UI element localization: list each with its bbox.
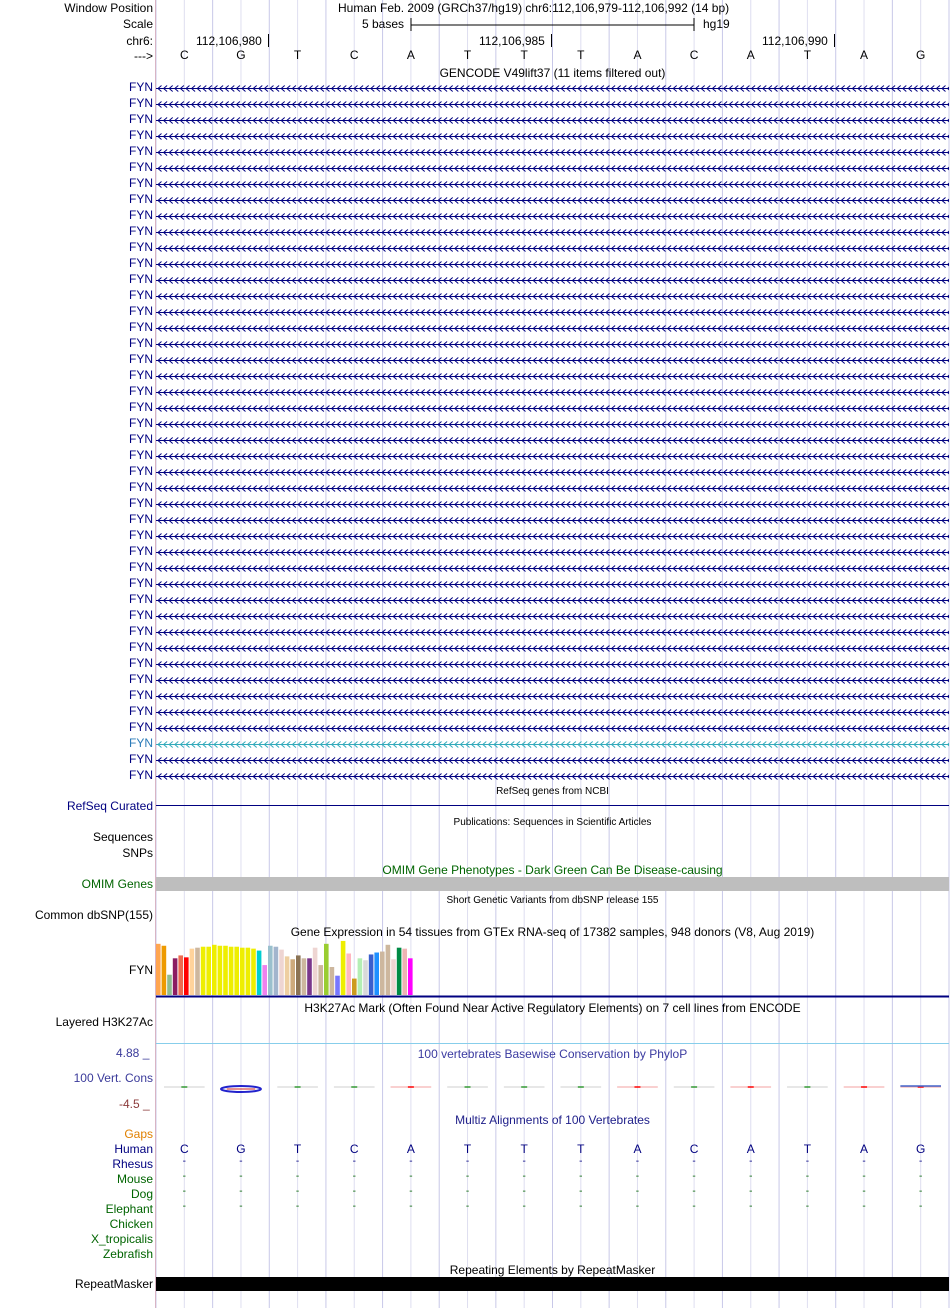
h3k27ac-track-label[interactable]: Layered H3K27Ac <box>55 1015 153 1029</box>
gencode-gene-label[interactable]: FYN <box>129 464 153 478</box>
human-base: A <box>406 1142 415 1156</box>
gtex-tissue-bar[interactable] <box>162 946 167 995</box>
phylop-max-label: 4.88 _ <box>116 1046 150 1060</box>
refseq-track-title: RefSeq genes from NCBI <box>496 786 609 797</box>
gencode-transcript[interactable] <box>156 724 949 733</box>
reference-base: G <box>916 48 926 62</box>
human-base: A <box>860 1142 869 1156</box>
omim-track-title: OMIM Gene Phenotypes - Dark Green Can Be Disease-causing <box>382 863 723 877</box>
gtex-tissue-bar[interactable] <box>190 949 195 995</box>
gencode-gene-label[interactable]: FYN <box>129 272 153 286</box>
alignment-dash: - <box>352 1186 356 1197</box>
gencode-gene-label[interactable]: FYN <box>129 688 153 702</box>
gencode-gene-label[interactable]: FYN <box>129 304 153 318</box>
gencode-transcript[interactable] <box>156 180 949 189</box>
alignment-dash: - <box>635 1186 640 1197</box>
gencode-gene-label[interactable]: FYN <box>129 160 153 174</box>
gencode-transcript[interactable] <box>156 500 949 509</box>
omim-track-label[interactable]: OMIM Genes <box>81 877 153 891</box>
gencode-gene-label[interactable]: FYN <box>129 704 153 718</box>
scale-label: Scale <box>122 17 153 31</box>
gencode-transcript[interactable] <box>156 740 949 749</box>
gencode-gene-label[interactable]: FYN <box>129 624 153 638</box>
alignment-dash: - <box>465 1186 470 1197</box>
gencode-transcript[interactable] <box>156 212 949 221</box>
human-label[interactable]: Human <box>114 1142 153 1156</box>
alignment-dash: - <box>919 1186 923 1197</box>
gencode-transcript[interactable] <box>156 468 949 477</box>
multiz-species-label[interactable]: Rhesus <box>112 1157 153 1171</box>
omim-gene-bar[interactable] <box>156 877 949 891</box>
alignment-dash: - <box>579 1156 583 1167</box>
gencode-gene-label[interactable]: FYN <box>129 432 153 446</box>
strand-label: ---> <box>134 49 153 63</box>
gencode-transcript[interactable] <box>156 372 949 381</box>
gencode-transcript[interactable] <box>156 132 949 141</box>
gencode-transcript[interactable] <box>156 532 949 541</box>
gtex-tissue-bar[interactable] <box>262 965 267 995</box>
gtex-tissue-bar[interactable] <box>156 944 161 995</box>
coord-tick <box>834 34 835 47</box>
coord-tick <box>551 34 552 47</box>
phylop-signal[interactable] <box>156 1060 949 1110</box>
gencode-transcript[interactable] <box>156 196 949 205</box>
gencode-transcript[interactable] <box>156 436 949 445</box>
alignment-dash: - <box>919 1156 923 1167</box>
gaps-label: Gaps <box>124 1127 153 1141</box>
alignment-dash: - <box>692 1156 696 1167</box>
gencode-gene-label[interactable]: FYN <box>129 480 153 494</box>
snps-track-label[interactable]: SNPs <box>122 846 153 860</box>
repeatmasker-track-title: Repeating Elements by RepeatMasker <box>449 1263 656 1277</box>
gencode-gene-label[interactable]: FYN <box>129 448 153 462</box>
repeatmasker-track-label[interactable]: RepeatMasker <box>74 1277 153 1291</box>
repeatmasker-bar[interactable] <box>156 1277 949 1291</box>
gencode-gene-label[interactable]: FYN <box>129 544 153 558</box>
gtex-tissue-bar[interactable] <box>313 948 318 995</box>
gtex-tissue-bar[interactable] <box>341 941 346 995</box>
gtex-tissue-bar[interactable] <box>234 947 239 995</box>
alignment-dash: - <box>409 1186 413 1197</box>
alignment-dash: - <box>749 1186 753 1197</box>
gencode-gene-label[interactable]: FYN <box>129 240 153 254</box>
gencode-gene-label[interactable]: FYN <box>129 720 153 734</box>
coord-tick-label: 112,106,985 <box>479 34 545 48</box>
alignment-dash: - <box>409 1171 413 1182</box>
gencode-gene-label[interactable]: FYN <box>129 352 153 366</box>
gtex-tissue-bar[interactable] <box>246 948 251 995</box>
gencode-transcript[interactable] <box>156 548 949 557</box>
gtex-tissue-bar[interactable] <box>324 944 329 995</box>
alignment-dash: - <box>182 1201 186 1212</box>
gtex-tissue-bar[interactable] <box>201 947 206 995</box>
h3k27ac-signal-line <box>156 1043 949 1044</box>
human-base: C <box>689 1142 699 1156</box>
gencode-transcript[interactable] <box>156 228 949 237</box>
h3k27ac-track-title: H3K27Ac Mark (Often Found Near Active Regulatory Elements) on 7 cell lines from ENCODE <box>304 1001 801 1015</box>
human-base: T <box>803 1142 812 1156</box>
alignment-dash: - <box>862 1186 866 1197</box>
gencode-gene-label[interactable]: FYN <box>129 512 153 526</box>
gencode-track-title: GENCODE V49lift37 (11 items filtered out) <box>439 66 666 80</box>
gencode-transcript[interactable] <box>156 660 949 669</box>
gencode-gene-label[interactable]: FYN <box>129 224 153 238</box>
gencode-gene-label[interactable]: FYN <box>129 384 153 398</box>
alignment-dash: - <box>749 1201 753 1212</box>
alignment-dash: - <box>409 1201 413 1212</box>
reference-base: T <box>803 48 812 62</box>
gtex-tissue-bar[interactable] <box>257 951 262 995</box>
alignment-dash: - <box>749 1156 753 1167</box>
gtex-track-label[interactable]: FYN <box>129 963 153 977</box>
gencode-transcript[interactable] <box>156 260 949 269</box>
gtex-tissue-bar[interactable] <box>296 955 301 995</box>
human-base: A <box>746 1142 755 1156</box>
gencode-transcript[interactable] <box>156 308 949 317</box>
alignment-dash: - <box>692 1201 696 1212</box>
alignment-dash: - <box>522 1171 526 1182</box>
gencode-gene-label[interactable]: FYN <box>129 752 153 766</box>
gtex-tissue-bar[interactable] <box>178 955 183 995</box>
phylop-min-label: -4.5 _ <box>119 1097 150 1111</box>
reference-base: T <box>293 48 302 62</box>
alignment-dash: - <box>182 1186 186 1197</box>
gtex-tissue-bar[interactable] <box>274 947 279 995</box>
scale-value: 5 bases <box>362 17 405 31</box>
gencode-transcript[interactable] <box>156 628 949 637</box>
gencode-transcript[interactable] <box>156 644 949 653</box>
gencode-transcript[interactable] <box>156 612 949 621</box>
alignment-dash: - <box>239 1201 243 1212</box>
window-position-label: Window Position <box>64 1 153 15</box>
multiz-species-label[interactable]: Zebrafish <box>102 1247 153 1261</box>
gencode-transcript[interactable] <box>156 276 949 285</box>
gtex-tissue-bar[interactable] <box>268 946 273 995</box>
gencode-transcript[interactable] <box>156 340 949 349</box>
gencode-gene-label[interactable]: FYN <box>129 144 153 158</box>
gtex-tissue-bar[interactable] <box>363 960 368 995</box>
gencode-gene-label[interactable]: FYN <box>129 400 153 414</box>
human-base: T <box>577 1142 585 1156</box>
multiz-track-title: Multiz Alignments of 100 Vertebrates <box>455 1113 650 1127</box>
gencode-transcript[interactable] <box>156 164 949 173</box>
gencode-transcript[interactable] <box>156 100 949 109</box>
gencode-gene-label[interactable]: FYN <box>129 528 153 542</box>
gencode-transcript[interactable] <box>156 292 949 301</box>
alignment-dash: - <box>692 1186 696 1197</box>
gtex-tissue-bar[interactable] <box>290 959 295 995</box>
human-base: T <box>463 1142 472 1156</box>
reference-base: T <box>520 48 528 62</box>
coord-tick-label: 112,106,990 <box>762 34 828 48</box>
alignment-dash: - <box>862 1156 866 1167</box>
gencode-gene-label[interactable]: FYN <box>129 128 153 142</box>
gencode-gene-label[interactable]: FYN <box>129 256 153 270</box>
publications-track-title: Publications: Sequences in Scientific Articles <box>453 817 652 828</box>
human-base: T <box>520 1142 528 1156</box>
multiz-species-label[interactable]: Dog <box>130 1187 153 1201</box>
gencode-transcript[interactable] <box>156 356 949 365</box>
gencode-gene-label[interactable]: FYN <box>129 672 153 686</box>
gencode-gene-label[interactable]: FYN <box>129 608 153 622</box>
alignment-dash: - <box>295 1156 300 1167</box>
gtex-tissue-bar[interactable] <box>240 948 245 995</box>
gtex-track-title: Gene Expression in 54 tissues from GTEx RNA-seq of 17382 samples, 948 donors (V8, Aug 2019) <box>290 925 815 939</box>
alignment-dash: - <box>862 1201 866 1212</box>
gtex-tissue-bar[interactable] <box>369 954 374 995</box>
dbsnp-track-label[interactable]: Common dbSNP(155) <box>34 908 153 922</box>
gtex-tissue-bar[interactable] <box>380 952 385 995</box>
gtex-tissue-bar[interactable] <box>307 958 312 995</box>
human-base: C <box>349 1142 359 1156</box>
gtex-tissue-bar[interactable] <box>335 976 340 995</box>
gtex-tissue-bar[interactable] <box>346 953 351 995</box>
reference-base: C <box>349 48 359 62</box>
gtex-tissue-bar[interactable] <box>251 949 256 995</box>
human-base: A <box>633 1142 642 1156</box>
alignment-dash: - <box>295 1201 300 1212</box>
gencode-transcript[interactable] <box>156 676 949 685</box>
gencode-transcript[interactable] <box>156 244 949 253</box>
gencode-transcript[interactable] <box>156 580 949 589</box>
gtex-tissue-bar[interactable] <box>212 945 217 995</box>
refseq-track-label[interactable]: RefSeq Curated <box>66 799 153 813</box>
gtex-tissue-bar[interactable] <box>391 959 396 995</box>
gencode-gene-label[interactable]: FYN <box>129 368 153 382</box>
gtex-tissue-bar[interactable] <box>374 953 379 995</box>
reference-base: A <box>746 48 755 62</box>
gtex-tissue-bar[interactable] <box>167 975 172 995</box>
gencode-gene-label[interactable]: FYN <box>129 576 153 590</box>
human-base: G <box>236 1142 246 1156</box>
alignment-dash: - <box>919 1171 923 1182</box>
gtex-tissue-bar[interactable] <box>184 957 189 995</box>
multiz-species-label[interactable]: Mouse <box>116 1172 153 1186</box>
gtex-tissue-bar[interactable] <box>195 948 200 995</box>
alignment-dash: - <box>182 1156 186 1167</box>
alignment-dash: - <box>522 1201 526 1212</box>
gencode-transcript[interactable] <box>156 324 949 333</box>
gencode-gene-label[interactable]: FYN <box>129 288 153 302</box>
alignment-dash: - <box>465 1156 470 1167</box>
coord-tick <box>268 34 269 47</box>
gencode-transcript[interactable] <box>156 420 949 429</box>
alignment-dash: - <box>352 1156 356 1167</box>
reference-base: A <box>406 48 415 62</box>
gencode-transcript[interactable] <box>156 596 949 605</box>
gencode-gene-label[interactable]: FYN <box>129 336 153 350</box>
human-base: C <box>179 1142 189 1156</box>
alignment-dash: - <box>352 1201 356 1212</box>
alignment-dash: - <box>805 1201 810 1212</box>
alignment-dash: - <box>182 1171 186 1182</box>
reference-base: A <box>860 48 869 62</box>
alignment-dash: - <box>692 1171 696 1182</box>
gtex-tissue-bar[interactable] <box>173 958 178 995</box>
scale-db: hg19 <box>703 17 730 31</box>
refseq-gene-line[interactable] <box>156 805 949 806</box>
alignment-dash: - <box>805 1171 810 1182</box>
reference-base: G <box>236 48 246 62</box>
alignment-dash: - <box>465 1201 470 1212</box>
gencode-gene-label[interactable]: FYN <box>129 416 153 430</box>
gencode-gene-label[interactable]: FYN <box>129 80 153 94</box>
alignment-dash: - <box>749 1171 753 1182</box>
gencode-transcript[interactable] <box>156 772 949 781</box>
scale-bar <box>410 17 698 33</box>
gencode-gene-label[interactable]: FYN <box>129 112 153 126</box>
alignment-dash: - <box>522 1156 526 1167</box>
gencode-transcript[interactable] <box>156 692 949 701</box>
gtex-tissue-bar[interactable] <box>330 967 335 995</box>
gencode-gene-label[interactable]: FYN <box>129 176 153 190</box>
coord-tick-label: 112,106,980 <box>196 34 262 48</box>
gtex-tissue-bar[interactable] <box>402 949 407 995</box>
gtex-tissue-bar[interactable] <box>279 950 284 995</box>
gencode-transcript[interactable] <box>156 564 949 573</box>
gencode-gene-label[interactable]: FYN <box>129 192 153 206</box>
reference-base: T <box>577 48 585 62</box>
reference-base: T <box>463 48 472 62</box>
gencode-gene-label[interactable]: FYN <box>129 208 153 222</box>
reference-base: A <box>633 48 642 62</box>
alignment-dash: - <box>239 1186 243 1197</box>
gtex-tissue-bar[interactable] <box>397 948 402 995</box>
multiz-species-label[interactable]: Elephant <box>105 1202 153 1216</box>
alignment-dash: - <box>579 1171 583 1182</box>
gtex-tissue-bar[interactable] <box>318 965 323 995</box>
alignment-dash: - <box>862 1171 866 1182</box>
sequences-track-label[interactable]: Sequences <box>92 830 153 844</box>
alignment-dash: - <box>919 1201 923 1212</box>
gencode-gene-label[interactable]: FYN <box>129 592 153 606</box>
alignment-dash: - <box>352 1171 356 1182</box>
reference-base: C <box>689 48 699 62</box>
alignment-dash: - <box>805 1186 810 1197</box>
gencode-gene-label[interactable]: FYN <box>129 560 153 574</box>
gencode-transcript[interactable] <box>156 484 949 493</box>
gencode-transcript[interactable] <box>156 452 949 461</box>
gencode-transcript[interactable] <box>156 756 949 765</box>
gencode-gene-label[interactable]: FYN <box>129 736 153 750</box>
gtex-tissue-bar[interactable] <box>223 946 228 995</box>
gencode-transcript[interactable] <box>156 388 949 397</box>
alignment-dash: - <box>579 1186 583 1197</box>
gtex-tissue-bar[interactable] <box>358 958 363 995</box>
multiz-species-label[interactable]: X_tropicalis <box>90 1232 153 1246</box>
alignment-dash: - <box>635 1171 640 1182</box>
alignment-dash: - <box>409 1156 413 1167</box>
chrom-label: chr6: <box>126 34 153 48</box>
gencode-gene-label[interactable]: FYN <box>129 320 153 334</box>
alignment-dash: - <box>465 1171 470 1182</box>
phylop-track-label[interactable]: 100 Vert. Cons <box>73 1071 153 1085</box>
human-base: G <box>916 1142 926 1156</box>
gencode-transcript[interactable] <box>156 84 949 93</box>
alignment-dash: - <box>579 1201 583 1212</box>
gencode-gene-label[interactable]: FYN <box>129 768 153 782</box>
gencode-transcript[interactable] <box>156 148 949 157</box>
gtex-bar-chart[interactable] <box>156 940 949 998</box>
gencode-transcript[interactable] <box>156 516 949 525</box>
gencode-transcript[interactable] <box>156 116 949 125</box>
gencode-transcript[interactable] <box>156 404 949 413</box>
gtex-tissue-bar[interactable] <box>218 946 223 995</box>
phylop-track-title: 100 vertebrates Basewise Conservation by PhyloP <box>417 1047 688 1061</box>
gtex-tissue-bar[interactable] <box>285 956 290 995</box>
gtex-tissue-bar[interactable] <box>408 958 413 995</box>
gtex-tissue-bar[interactable] <box>206 947 211 995</box>
alignment-dash: - <box>295 1171 300 1182</box>
alignment-dash: - <box>635 1201 640 1212</box>
gtex-tissue-bar[interactable] <box>229 947 234 995</box>
alignment-dash: - <box>805 1156 810 1167</box>
gtex-tissue-bar[interactable] <box>302 958 307 995</box>
reference-base: C <box>179 48 189 62</box>
dbsnp-track-title: Short Genetic Variants from dbSNP release 155 <box>446 895 659 906</box>
gencode-gene-label[interactable]: FYN <box>129 640 153 654</box>
alignment-dash: - <box>239 1171 243 1182</box>
multiz-species-label[interactable]: Chicken <box>109 1217 153 1231</box>
alignment-dash: - <box>239 1156 243 1167</box>
alignment-dash: - <box>522 1186 526 1197</box>
gtex-tissue-bar[interactable] <box>352 979 357 995</box>
gencode-gene-label[interactable]: FYN <box>129 656 153 670</box>
gtex-tissue-bar[interactable] <box>386 945 391 995</box>
phylop-value-mark[interactable] <box>221 1086 261 1092</box>
human-base: T <box>293 1142 302 1156</box>
gencode-transcript[interactable] <box>156 708 949 717</box>
alignment-dash: - <box>635 1156 640 1167</box>
alignment-dash: - <box>295 1186 300 1197</box>
assembly-position-text: Human Feb. 2009 (GRCh37/hg19) chr6:112,106,979-112,106,992 (14 bp) <box>338 1 730 15</box>
gencode-gene-label[interactable]: FYN <box>129 96 153 110</box>
gencode-gene-label[interactable]: FYN <box>129 496 153 510</box>
